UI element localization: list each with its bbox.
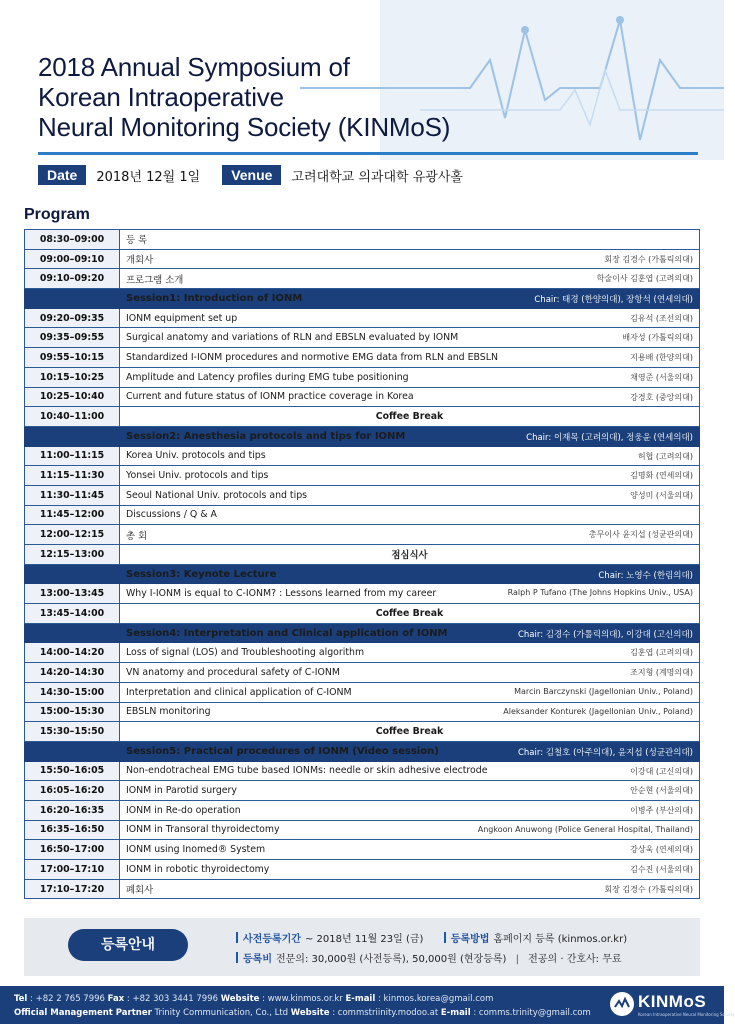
row-title: Surgical anatomy and variations of RLN and EBSLN evaluated by IONM bbox=[126, 332, 459, 344]
session-title: Session5: Practical procedures of IONM (Video session) bbox=[126, 745, 439, 757]
row-speaker: 배자성 (가톨릭의대) bbox=[622, 333, 693, 343]
content-cell bbox=[120, 879, 700, 899]
row-speaker: 김유석 (조선의대) bbox=[630, 313, 693, 323]
title-line: Korean Intraoperative bbox=[38, 82, 284, 112]
time-cell: 15:30–15:50 bbox=[25, 722, 120, 742]
time-cell bbox=[25, 289, 120, 309]
content-cell bbox=[120, 289, 700, 309]
session-header-row bbox=[25, 289, 700, 309]
time-cell: 12:15–13:00 bbox=[25, 545, 120, 565]
row-speaker: Marcin Barczynski (Jagellonian Univ., Poland) bbox=[514, 686, 693, 696]
row-title: Why I-IONM is equal to C-IONM? : Lessons learned from my career bbox=[126, 588, 437, 600]
row-speaker: 이강대 (고신의대) bbox=[630, 766, 693, 776]
time-cell: 11:00–11:15 bbox=[25, 446, 120, 466]
row-title: 폐회사 bbox=[126, 885, 154, 897]
content-cell bbox=[120, 860, 700, 880]
session-title: Session4: Interpretation and Clinical application of IONM bbox=[126, 627, 448, 639]
footer-key: E-mail bbox=[345, 994, 376, 1004]
event-meta bbox=[38, 165, 485, 185]
time-cell: 13:00–13:45 bbox=[25, 584, 120, 604]
time-cell: 09:55–10:15 bbox=[25, 348, 120, 368]
fee-value: 전문의: 30,000원 (사전등록), 50,000원 (현장등록) bbox=[275, 954, 507, 965]
footer-value: : kinmos.korea@gmail.com bbox=[377, 994, 494, 1004]
row-title: IONM in Parotid surgery bbox=[126, 785, 237, 797]
row-speaker: 회장 김경수 (가톨릭의대) bbox=[604, 254, 693, 264]
content-cell bbox=[120, 663, 700, 683]
time-cell: 15:50–16:05 bbox=[25, 761, 120, 781]
row-title: 총 회 bbox=[126, 530, 148, 542]
fee-extra: 전공의 · 간호사: 무료 bbox=[528, 954, 622, 965]
row-speaker: 양성미 (서울의대) bbox=[630, 490, 693, 500]
time-cell bbox=[25, 741, 120, 761]
content-cell bbox=[120, 446, 700, 466]
row-speaker: Angkoon Anuwong (Police General Hospital, Thailand) bbox=[477, 824, 693, 834]
row-speaker: 회장 김경수 (가톨릭의대) bbox=[604, 884, 693, 894]
schedule-row bbox=[25, 466, 700, 486]
content-cell bbox=[120, 682, 700, 702]
bullet-bar bbox=[236, 952, 238, 963]
schedule-row bbox=[25, 249, 700, 269]
hero-banner bbox=[0, 0, 724, 160]
content-cell bbox=[120, 761, 700, 781]
content-cell bbox=[120, 348, 700, 368]
schedule-row bbox=[25, 367, 700, 387]
time-cell: 10:15–10:25 bbox=[25, 367, 120, 387]
schedule-row bbox=[25, 328, 700, 348]
row-title: Current and future status of IONM practice coverage in Korea bbox=[126, 391, 414, 403]
schedule-row bbox=[25, 308, 700, 328]
row-title: Coffee Break bbox=[375, 726, 444, 738]
row-speaker: Aleksander Konturek (Jagellonian Univ., Poland) bbox=[503, 706, 693, 716]
venue-tag: Venue bbox=[222, 165, 281, 185]
bullet-bar bbox=[444, 932, 446, 943]
row-title: Coffee Break bbox=[375, 607, 444, 619]
session-title: Session1: Introduction of IONM bbox=[126, 292, 303, 304]
row-title: Amplitude and Latency profiles during EMG tube positioning bbox=[126, 371, 409, 383]
title-line: 2018 Annual Symposium of bbox=[38, 52, 350, 82]
row-speaker: 김수진 (서울의대) bbox=[630, 865, 693, 874]
content-cell bbox=[120, 367, 700, 387]
time-cell: 10:25–10:40 bbox=[25, 387, 120, 407]
content-cell bbox=[120, 643, 700, 663]
footer-key: Official Management Partner bbox=[14, 1008, 152, 1018]
row-title: IONM in Re-do operation bbox=[126, 804, 241, 816]
time-cell: 10:40–11:00 bbox=[25, 407, 120, 427]
time-cell: 11:30–11:45 bbox=[25, 485, 120, 505]
kinmos-logo-icon bbox=[610, 992, 634, 1016]
footer-value: : commstriinity.modoo.at bbox=[332, 1008, 439, 1018]
title-divider bbox=[38, 152, 698, 155]
row-title: 등 록 bbox=[126, 235, 148, 247]
row-speaker: 강경호 (중앙의대) bbox=[630, 392, 693, 402]
row-speaker: 김훈엽 (고려의대) bbox=[630, 648, 693, 658]
page-title bbox=[38, 52, 450, 142]
content-cell bbox=[120, 387, 700, 407]
period-value: ~ 2018년 11월 23일 (금) bbox=[304, 934, 424, 945]
venue-value: 고려대학교 의과대학 유광사홀 bbox=[291, 169, 463, 185]
row-title: Coffee Break bbox=[375, 411, 444, 423]
schedule-row bbox=[25, 702, 700, 722]
content-cell bbox=[120, 741, 700, 761]
content-cell bbox=[120, 722, 700, 742]
time-cell: 11:15–11:30 bbox=[25, 466, 120, 486]
schedule-row bbox=[25, 682, 700, 702]
content-cell bbox=[120, 525, 700, 545]
row-title: IONM using Inomed® System bbox=[126, 844, 266, 856]
time-cell: 13:45–14:00 bbox=[25, 604, 120, 624]
row-speaker: 허협 (고려의대) bbox=[637, 451, 693, 461]
content-cell bbox=[120, 308, 700, 328]
row-title: Discussions / Q & A bbox=[126, 509, 217, 521]
method-value: 홈페이지 등록 (kinmos.or.kr) bbox=[493, 934, 628, 945]
row-title: Seoul National Univ. protocols and tips bbox=[126, 489, 308, 501]
row-title: Non-endotracheal EMG tube based IONMs: needle or skin adhesive electrode bbox=[126, 765, 488, 777]
time-cell: 14:30–15:00 bbox=[25, 682, 120, 702]
schedule-row bbox=[25, 840, 700, 860]
logo-text: KINMoS bbox=[638, 992, 707, 1011]
footer-value: : +82 303 3441 7996 bbox=[126, 994, 218, 1004]
session-chair: Chair: 이재목 (고려의대), 정웅윤 (연세의대) bbox=[526, 432, 693, 443]
session-header-row bbox=[25, 426, 700, 446]
time-cell: 15:00–15:30 bbox=[25, 702, 120, 722]
period-label: 사전등록기간 bbox=[243, 934, 301, 945]
row-speaker: 지용배 (한양의대) bbox=[630, 353, 693, 363]
time-cell: 09:00–09:10 bbox=[25, 249, 120, 269]
footer-value: Trinity Communication, Co., Ltd bbox=[154, 1008, 289, 1018]
footer-key: Website bbox=[220, 994, 260, 1004]
row-title: Yonsei Univ. protocols and tips bbox=[126, 470, 269, 482]
fee-label: 등록비 bbox=[243, 954, 272, 965]
registration-line-1 bbox=[236, 930, 627, 945]
content-cell bbox=[120, 604, 700, 624]
session-chair: Chair: 김철호 (아주의대), 윤지섭 (성균관의대) bbox=[517, 747, 693, 758]
row-title: Interpretation and clinical application of C-IONM bbox=[126, 686, 352, 698]
session-header-row bbox=[25, 741, 700, 761]
session-header-row bbox=[25, 623, 700, 643]
session-chair: Chair: 노영수 (한림의대) bbox=[598, 570, 693, 581]
content-cell bbox=[120, 545, 700, 565]
time-cell: 11:45–12:00 bbox=[25, 505, 120, 525]
registration-panel bbox=[24, 918, 700, 976]
row-title: Standardized I-IONM procedures and normotive EMG data from RLN and EBSLN bbox=[126, 351, 498, 363]
schedule-row bbox=[25, 387, 700, 407]
row-title: IONM in Transoral thyroidectomy bbox=[126, 824, 280, 836]
content-cell bbox=[120, 407, 700, 427]
separator: | bbox=[515, 954, 519, 965]
footer-key: Website bbox=[290, 1008, 330, 1018]
method-label: 등록방법 bbox=[450, 934, 490, 945]
row-speaker: 안순현 (서울의대) bbox=[630, 786, 693, 796]
schedule-row bbox=[25, 860, 700, 880]
row-speaker: 총무이사 윤지섭 (성균관의대) bbox=[588, 530, 693, 540]
schedule-row bbox=[25, 879, 700, 899]
time-cell: 09:20–09:35 bbox=[25, 308, 120, 328]
time-cell bbox=[25, 623, 120, 643]
row-title: 프로그램 소개 bbox=[126, 274, 184, 286]
footer-value: : comms.trinity@gmail.com bbox=[473, 1008, 591, 1018]
schedule-row bbox=[25, 505, 700, 525]
footer-value: : www.kinmos.or.kr bbox=[262, 994, 343, 1004]
schedule-row bbox=[25, 761, 700, 781]
bullet-bar bbox=[236, 932, 238, 943]
time-cell bbox=[25, 564, 120, 584]
session-title: Session3: Keynote Lecture bbox=[126, 568, 277, 580]
schedule-row bbox=[25, 663, 700, 683]
schedule-row bbox=[25, 525, 700, 545]
content-cell bbox=[120, 505, 700, 525]
footer-value: : +82 2 765 7996 bbox=[30, 994, 105, 1004]
date-value: 2018년 12월 1일 bbox=[96, 169, 201, 185]
row-title: Korea Univ. protocols and tips bbox=[126, 450, 266, 462]
row-speaker: Ralph P Tufano (The Johns Hopkins Univ., USA) bbox=[507, 588, 693, 598]
break-row bbox=[25, 545, 700, 565]
break-row bbox=[25, 407, 700, 427]
time-cell: 12:00–12:15 bbox=[25, 525, 120, 545]
time-cell bbox=[25, 426, 120, 446]
session-header-row bbox=[25, 564, 700, 584]
session-title: Session2: Anesthesia protocols and tips for IONM bbox=[126, 430, 406, 442]
footer-key: E-mail bbox=[440, 1008, 471, 1018]
row-speaker: 이병주 (부산의대) bbox=[630, 805, 693, 815]
content-cell bbox=[120, 584, 700, 604]
content-cell bbox=[120, 269, 700, 289]
time-cell: 16:05–16:20 bbox=[25, 781, 120, 801]
content-cell bbox=[120, 230, 700, 250]
row-title: Loss of signal (LOS) and Troubleshooting algorithm bbox=[126, 647, 365, 659]
content-cell bbox=[120, 466, 700, 486]
row-title: IONM in robotic thyroidectomy bbox=[126, 863, 270, 875]
content-cell bbox=[120, 800, 700, 820]
row-speaker: 강상욱 (연세의대) bbox=[630, 845, 693, 855]
schedule-row bbox=[25, 820, 700, 840]
footer-partner-line bbox=[14, 1008, 591, 1018]
content-cell bbox=[120, 564, 700, 584]
session-chair: Chair: 김경수 (가톨릭의대), 이강대 (고신의대) bbox=[517, 629, 693, 640]
footer-key: Fax bbox=[107, 994, 125, 1004]
content-cell bbox=[120, 249, 700, 269]
program-schedule-table bbox=[24, 229, 700, 899]
content-cell bbox=[120, 426, 700, 446]
footer bbox=[0, 986, 735, 1024]
time-cell: 09:35–09:55 bbox=[25, 328, 120, 348]
schedule-row bbox=[25, 485, 700, 505]
row-speaker: 김명화 (연세의대) bbox=[630, 471, 693, 481]
date-tag: Date bbox=[38, 165, 86, 185]
content-cell bbox=[120, 623, 700, 643]
time-cell: 14:00–14:20 bbox=[25, 643, 120, 663]
row-speaker: 채영준 (서울의대) bbox=[630, 372, 693, 382]
schedule-row bbox=[25, 269, 700, 289]
row-title: IONM equipment set up bbox=[126, 312, 238, 324]
row-title: VN anatomy and procedural safety of C-IONM bbox=[126, 666, 340, 678]
schedule-row bbox=[25, 584, 700, 604]
time-cell: 17:10–17:20 bbox=[25, 879, 120, 899]
content-cell bbox=[120, 485, 700, 505]
content-cell bbox=[120, 781, 700, 801]
schedule-row bbox=[25, 800, 700, 820]
registration-info-button[interactable]: 등록안내 bbox=[68, 929, 188, 961]
time-cell: 16:20–16:35 bbox=[25, 800, 120, 820]
content-cell bbox=[120, 702, 700, 722]
row-speaker: 조지형 (계명의대) bbox=[630, 668, 693, 678]
content-cell bbox=[120, 840, 700, 860]
program-heading: Program bbox=[24, 206, 90, 223]
row-title: 개회사 bbox=[126, 255, 154, 267]
content-cell bbox=[120, 820, 700, 840]
time-cell: 14:20–14:30 bbox=[25, 663, 120, 683]
time-cell: 17:00–17:10 bbox=[25, 860, 120, 880]
row-speaker: 학술이사 김훈엽 (고려의대) bbox=[596, 274, 693, 284]
break-row bbox=[25, 722, 700, 742]
footer-contact-line bbox=[14, 994, 493, 1004]
logo-subtitle: Korean Intraoperative Neural Monitoring Society bbox=[638, 1012, 735, 1017]
row-title: EBSLN monitoring bbox=[126, 706, 211, 718]
schedule-row bbox=[25, 348, 700, 368]
time-cell: 16:35–16:50 bbox=[25, 820, 120, 840]
session-chair: Chair: 태경 (한양의대), 장항석 (연세의대) bbox=[534, 295, 693, 306]
schedule-row bbox=[25, 230, 700, 250]
schedule-row bbox=[25, 643, 700, 663]
row-title: 점심식사 bbox=[391, 550, 428, 562]
schedule-row bbox=[25, 446, 700, 466]
content-cell bbox=[120, 328, 700, 348]
title-line: Neural Monitoring Society (KINMoS) bbox=[38, 112, 451, 142]
time-cell: 08:30–09:00 bbox=[25, 230, 120, 250]
schedule-row bbox=[25, 781, 700, 801]
registration-line-2 bbox=[236, 950, 622, 965]
time-cell: 16:50–17:00 bbox=[25, 840, 120, 860]
kinmos-logo bbox=[610, 991, 735, 1019]
footer-key: Tel bbox=[14, 994, 28, 1004]
break-row bbox=[25, 604, 700, 624]
time-cell: 09:10–09:20 bbox=[25, 269, 120, 289]
